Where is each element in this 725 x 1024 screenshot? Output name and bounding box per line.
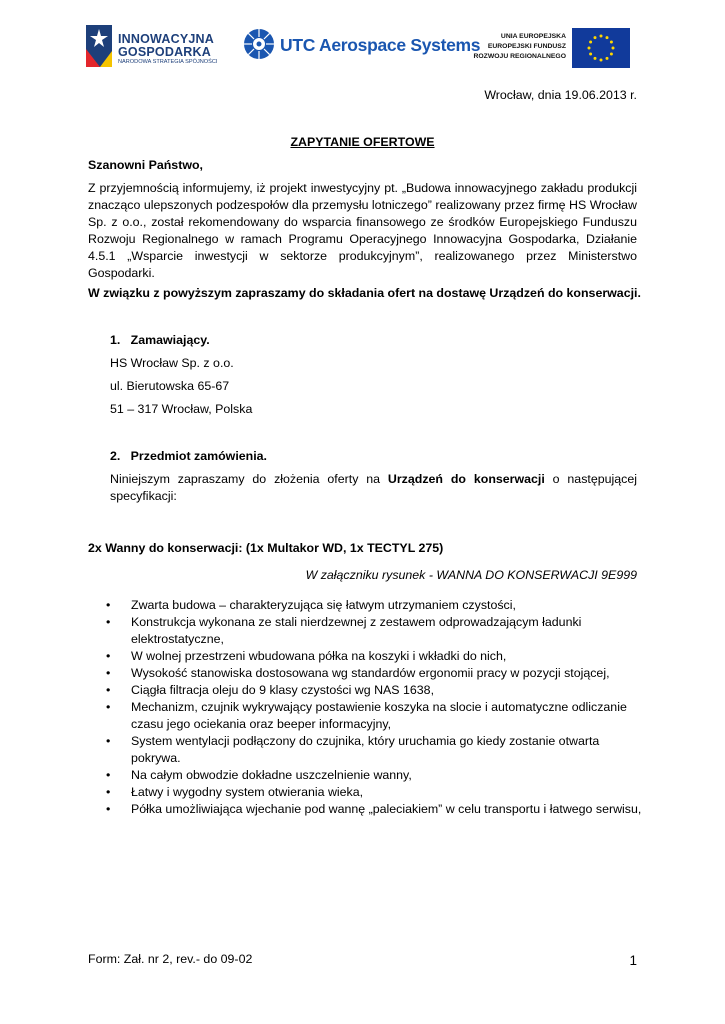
ig-logo-line1: INNOWACYJNA xyxy=(118,32,214,46)
list-item-text: Wysokość stanowiska dostosowana wg standardów ergonomii pracy w pozycji stojącej, xyxy=(131,666,610,680)
eu-logo-line1: UNIA EUROPEJSKA xyxy=(500,33,566,40)
bullet-icon: • xyxy=(106,768,111,782)
list-item-text: Konstrukcja wykonana ze stali nierdzewnej z zestawem odprowadzającym ładunki elektrostatyczne, xyxy=(131,615,582,646)
list-item xyxy=(106,648,646,665)
items-heading: 2x Wanny do konserwacji: (1x Multakor WD, 1x TECTYL 275) xyxy=(88,541,444,555)
subject-text-bold: Urządzeń do konserwacji xyxy=(387,472,545,486)
section-1-heading xyxy=(110,332,210,349)
contractor-address xyxy=(110,355,252,424)
list-item-text: Na całym obwodzie dokładne uszczelnienie wanny, xyxy=(131,768,412,782)
list-item xyxy=(106,665,646,682)
bullet-icon: • xyxy=(106,598,111,612)
list-item-text: Półka umożliwiająca wjechanie pod wannę „paleciakiem” w celu transportu i łatwego serwisu, xyxy=(131,802,642,816)
contractor-line: 51 – 317 Wrocław, Polska xyxy=(110,402,253,416)
eu-flag-icon xyxy=(572,28,630,68)
document-title: ZAPYTANIE OFERTOWE xyxy=(290,135,435,149)
list-item-text: Ciągła filtracja oleju do 9 klasy czystości wg NAS 1638, xyxy=(131,683,435,697)
bullet-icon: • xyxy=(106,734,111,748)
bullet-icon: • xyxy=(106,615,111,629)
contractor-line: ul. Bierutowska 65-67 xyxy=(110,379,230,393)
eu-logo-text xyxy=(473,32,566,62)
bullet-icon: • xyxy=(106,802,111,816)
list-item-text: Łatwy i wygodny system otwierania wieka, xyxy=(131,785,364,799)
list-item xyxy=(106,682,646,699)
invitation-paragraph: W związku z powyższym zapraszamy do składania ofert na dostawę Urządzeń do konserwacji. xyxy=(88,286,641,300)
list-item xyxy=(106,699,646,733)
intro-paragraph: Z przyjemnością informujemy, iż projekt inwestycyjny pt. „Budowa innowacyjnego zakładu produkcji znacząco ulepszonych podzespołów dla przemysłu lotniczego” realizowany przez firmę HS Wrocław Sp. z o.o., został rekomendowany do wsparcia finansowego ze środków Europejskiego Funduszu Rozwoju Regionalnego w ramach Programu Operacyjnego Innowacyjna Gospodarka, Działanie 4.5.1 „Wsparcie inwestycji w sektorze produkcyjnym”, realizowanego przez Ministerstwo Gospodarki. xyxy=(88,181,637,280)
bullet-icon: • xyxy=(106,785,111,799)
list-item xyxy=(106,767,646,784)
ig-logo-line2: GOSPODARKA xyxy=(118,45,211,59)
list-item-text: Mechanizm, czujnik wykrywający postawienie koszyka na slocie i automatyczne odliczanie czasu jego ociekania oraz beeper informacyjny, xyxy=(131,700,627,731)
section-2-title: Przedmiot zamówienia. xyxy=(130,449,267,463)
utc-turbine-icon xyxy=(243,28,275,60)
list-item xyxy=(106,597,646,614)
greeting: Szanowni Państwo, xyxy=(88,158,203,172)
section-1-number: 1. xyxy=(110,333,121,347)
order-subject-paragraph xyxy=(110,471,637,505)
utc-logo-text: UTC Aerospace Systems xyxy=(280,35,481,55)
attachment-note: W załączniku rysunek - WANNA DO KONSERWACJI 9E999 xyxy=(305,568,637,582)
section-2-heading xyxy=(110,448,267,465)
utc-aerospace-logo xyxy=(243,28,481,62)
page-number: 1 xyxy=(629,953,637,968)
eu-logo-line2: EUROPEJSKI FUNDUSZ xyxy=(487,43,566,50)
list-item xyxy=(106,784,646,801)
list-item-text: System wentylacji podłączony do czujnika, który uruchamia go kiedy zostanie otwarta pokrywa. xyxy=(131,734,600,765)
section-2-number: 2. xyxy=(110,449,121,463)
subject-text-after: o następującej specyfikacji: xyxy=(110,472,637,503)
list-item xyxy=(106,614,646,648)
specification-list xyxy=(106,597,646,818)
ig-logo-line3: NARODOWA STRATEGIA SPÓJNOŚCI xyxy=(118,59,218,65)
eu-regional-fund-logo xyxy=(470,28,630,70)
contractor-line: HS Wrocław Sp. z o.o. xyxy=(110,356,234,370)
list-item xyxy=(106,801,646,818)
subject-text-before: Niniejszym zapraszamy do złożenia oferty na xyxy=(110,472,388,486)
innowacyjna-gospodarka-emblem-icon xyxy=(86,25,112,67)
document-date: Wrocław, dnia 19.06.2013 r. xyxy=(484,88,637,102)
bullet-icon: • xyxy=(106,683,111,697)
section-1-title: Zamawiający. xyxy=(130,333,210,347)
list-item-text: Zwarta budowa – charakteryzująca się łatwym utrzymaniem czystości, xyxy=(131,598,516,612)
bullet-icon: • xyxy=(106,649,111,663)
footer-form-id: Form: Zał. nr 2, rev.- do 09-02 xyxy=(88,952,253,966)
eu-logo-line3: ROZWOJU REGIONALNEGO xyxy=(473,53,566,60)
innowacyjna-gospodarka-logo xyxy=(86,25,226,69)
list-item xyxy=(106,733,646,767)
bullet-icon: • xyxy=(106,700,111,714)
list-item-text: W wolnej przestrzeni wbudowana półka na koszyki i wkładki do nich, xyxy=(131,649,507,663)
bullet-icon: • xyxy=(106,666,111,680)
